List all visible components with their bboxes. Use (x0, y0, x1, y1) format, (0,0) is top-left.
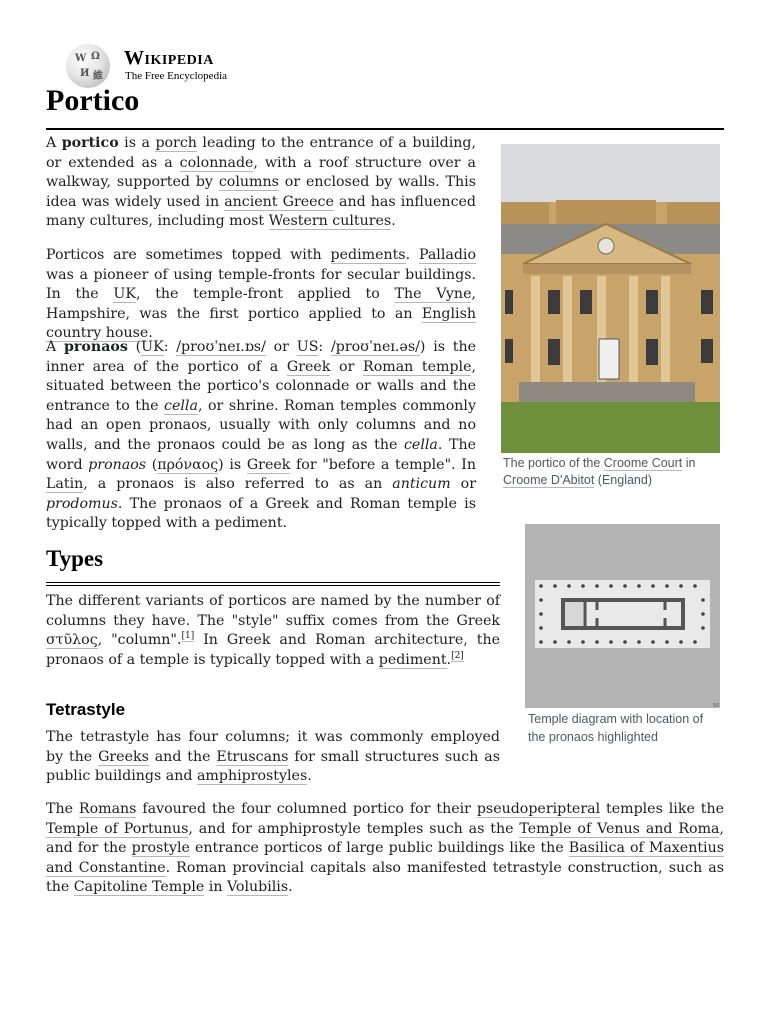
types-paragraph (46, 592, 500, 670)
text-run: was a pioneer of using temple-fronts for secular buildings. In the (46, 266, 476, 303)
text-run: cella (403, 436, 438, 453)
text-run: , "column". (97, 632, 182, 649)
temple-plan-svg (525, 524, 720, 708)
text-run: or (330, 358, 364, 375)
text-run: ) is the inner area of the portico of a (46, 339, 477, 375)
text-run: : (318, 339, 331, 355)
link[interactable]: Temple of Portunus (46, 820, 189, 837)
text-run: , with a roof structure over a walkway, supported by (46, 154, 476, 191)
text-run: portico (61, 135, 119, 151)
globe-glyph: Ω (91, 51, 100, 62)
link[interactable]: cella (164, 397, 198, 414)
text-run: A (46, 339, 65, 355)
croome-court-illustration (501, 144, 720, 453)
section-heading-types: Types (46, 546, 500, 586)
intro-paragraph-1 (46, 134, 476, 232)
text-run: pronaos (88, 456, 147, 473)
link[interactable]: Western cultures (268, 213, 392, 230)
text-run: Temple diagram with location of the pronaos highlighted (528, 712, 704, 744)
link[interactable]: colonnade (179, 154, 254, 171)
text-run: entrance porticos of large public buildings like the (189, 840, 569, 857)
text-run: ( (146, 456, 158, 473)
globe-glyph: 維 (93, 71, 103, 82)
link[interactable]: πρόναος (157, 456, 219, 473)
intro-paragraph-2 (46, 246, 476, 344)
text-run: The different variants of porticos are named by the number of columns they have. The "style" suffix comes from the Greek (46, 593, 500, 629)
link[interactable]: Latin (46, 476, 84, 493)
text-run: for small structures such as public buildings and (46, 748, 500, 785)
text-run: The tetrastyle has four columns; it was commonly employed by the (46, 729, 500, 765)
link[interactable]: columns (218, 174, 279, 191)
subsection-heading-tetrastyle: Tetrastyle (46, 700, 126, 719)
link[interactable]: UK (141, 339, 164, 355)
wikipedia-globe-logo[interactable] (66, 44, 110, 88)
text-run: . (446, 651, 452, 668)
text-run: for "before a temple". In (290, 456, 477, 473)
text-run: , the temple-front applied to (135, 286, 395, 303)
croome-court-caption (503, 455, 718, 489)
text-run: pronaos (64, 339, 128, 355)
text-run: : (163, 339, 177, 355)
link[interactable]: Croome Court (603, 456, 683, 470)
text-run: favoured the four columned portico for their (136, 801, 477, 817)
wikipedia-wordmark[interactable]: Wikipedia (124, 47, 214, 69)
text-run: , or shrine. Roman temples commonly had an open pronaos, usually with only columns and no walls, and the pronaos could be as long as the (46, 397, 476, 453)
text-run: or (265, 339, 297, 355)
link[interactable]: English country house (46, 305, 476, 342)
croome-court-photo[interactable] (501, 144, 720, 453)
link[interactable]: Greek (286, 358, 331, 375)
globe-glyph: И (80, 68, 90, 79)
text-run: ( (127, 339, 142, 355)
text-run: , Hampshire, was the first portico applied to an (46, 286, 476, 322)
text-run: . The word (46, 436, 476, 473)
link[interactable]: pediments (330, 247, 406, 263)
text-run: is a (118, 135, 156, 151)
citation-link[interactable]: [2] (451, 651, 464, 662)
temple-diagram-caption (528, 710, 723, 746)
link[interactable]: pediment (378, 651, 447, 668)
text-run: or enclosed by walls. This idea was widely used in (46, 174, 476, 210)
link[interactable]: The Vyne (394, 286, 472, 303)
link[interactable]: Capitoline Temple (73, 879, 205, 896)
link[interactable]: amphiprostyles (196, 768, 308, 785)
text-run: . (288, 879, 293, 896)
text-run: . (307, 768, 312, 785)
text-run: The (46, 801, 79, 817)
text-run: in (682, 456, 696, 470)
link[interactable]: Palladio (418, 247, 476, 263)
text-run: , and for amphiprostyle temples such as the (188, 820, 520, 837)
text-run: (England) (594, 473, 652, 487)
text-run: temples like the (600, 801, 724, 817)
citation-link[interactable]: [1] (181, 631, 195, 642)
link[interactable]: /proʊˈneɪ.əs/ (330, 339, 420, 355)
link[interactable]: Basilica of Maxentius and Constantine (46, 840, 724, 876)
tetrastyle-paragraph-1 (46, 728, 500, 787)
text-run: , a pronaos is also referred to as an (83, 476, 393, 493)
page-title: Portico (46, 84, 724, 130)
link[interactable]: prostyle (131, 840, 190, 857)
link[interactable]: Volubilis (226, 879, 289, 896)
text-run: anticum (392, 476, 451, 493)
link[interactable]: Roman temple (363, 358, 472, 375)
link[interactable]: Greeks (98, 748, 149, 765)
link[interactable]: ancient Greece (224, 193, 334, 210)
text-run: . (148, 325, 153, 342)
diagram-corner-mark: 50 (713, 703, 720, 708)
text-run: or (450, 476, 476, 493)
link[interactable]: Romans (78, 801, 137, 817)
text-run: . (405, 247, 419, 263)
text-run: In Greek and Roman architecture, the pronaos of a temple is typically topped with a (46, 632, 500, 668)
tetrastyle-paragraph-2 (46, 800, 724, 898)
link[interactable]: US (296, 339, 319, 355)
text-run: . (391, 213, 396, 230)
text-run: The portico of the (503, 456, 604, 470)
link[interactable]: pseudoperipteral (476, 801, 601, 817)
site-header (66, 44, 366, 88)
link[interactable]: Croome D'Abitot (503, 473, 595, 487)
text-run: and has influenced many cultures, including most (46, 193, 476, 230)
link[interactable]: Temple of Venus and Roma (519, 820, 720, 837)
text-run: leading to the entrance of a building, or extended as a (46, 135, 476, 171)
text-run: . Roman provincial capitals also manifested tetrastyle construction, such as the (46, 859, 724, 896)
text-run: prodomus (46, 495, 118, 512)
link[interactable]: UK (113, 286, 136, 303)
text-run: , and for the (46, 820, 724, 857)
link[interactable]: Greek (246, 456, 291, 473)
text-run: Porticos are sometimes topped with (46, 247, 331, 263)
text-run: ) is (218, 456, 247, 473)
link[interactable]: porch (155, 135, 197, 151)
link[interactable]: Etruscans (216, 748, 289, 765)
text-run: in (204, 879, 227, 896)
text-run: , situated between the portico's colonnade or walls and the entrance to the (46, 358, 476, 414)
temple-plan-diagram[interactable] (525, 524, 720, 708)
text-run: . The pronaos of a Greek and Roman temple is typically topped with a pediment. (46, 495, 476, 532)
globe-glyph: W (75, 53, 87, 64)
tagline: The Free Encyclopedia (125, 70, 228, 82)
link[interactable]: στῦλος (46, 632, 98, 649)
intro-paragraph-3 (46, 338, 476, 534)
text-run: and the (148, 748, 217, 765)
link[interactable]: /proʊˈneɪ.ɒs/ (176, 339, 266, 355)
text-run: A (46, 135, 62, 151)
